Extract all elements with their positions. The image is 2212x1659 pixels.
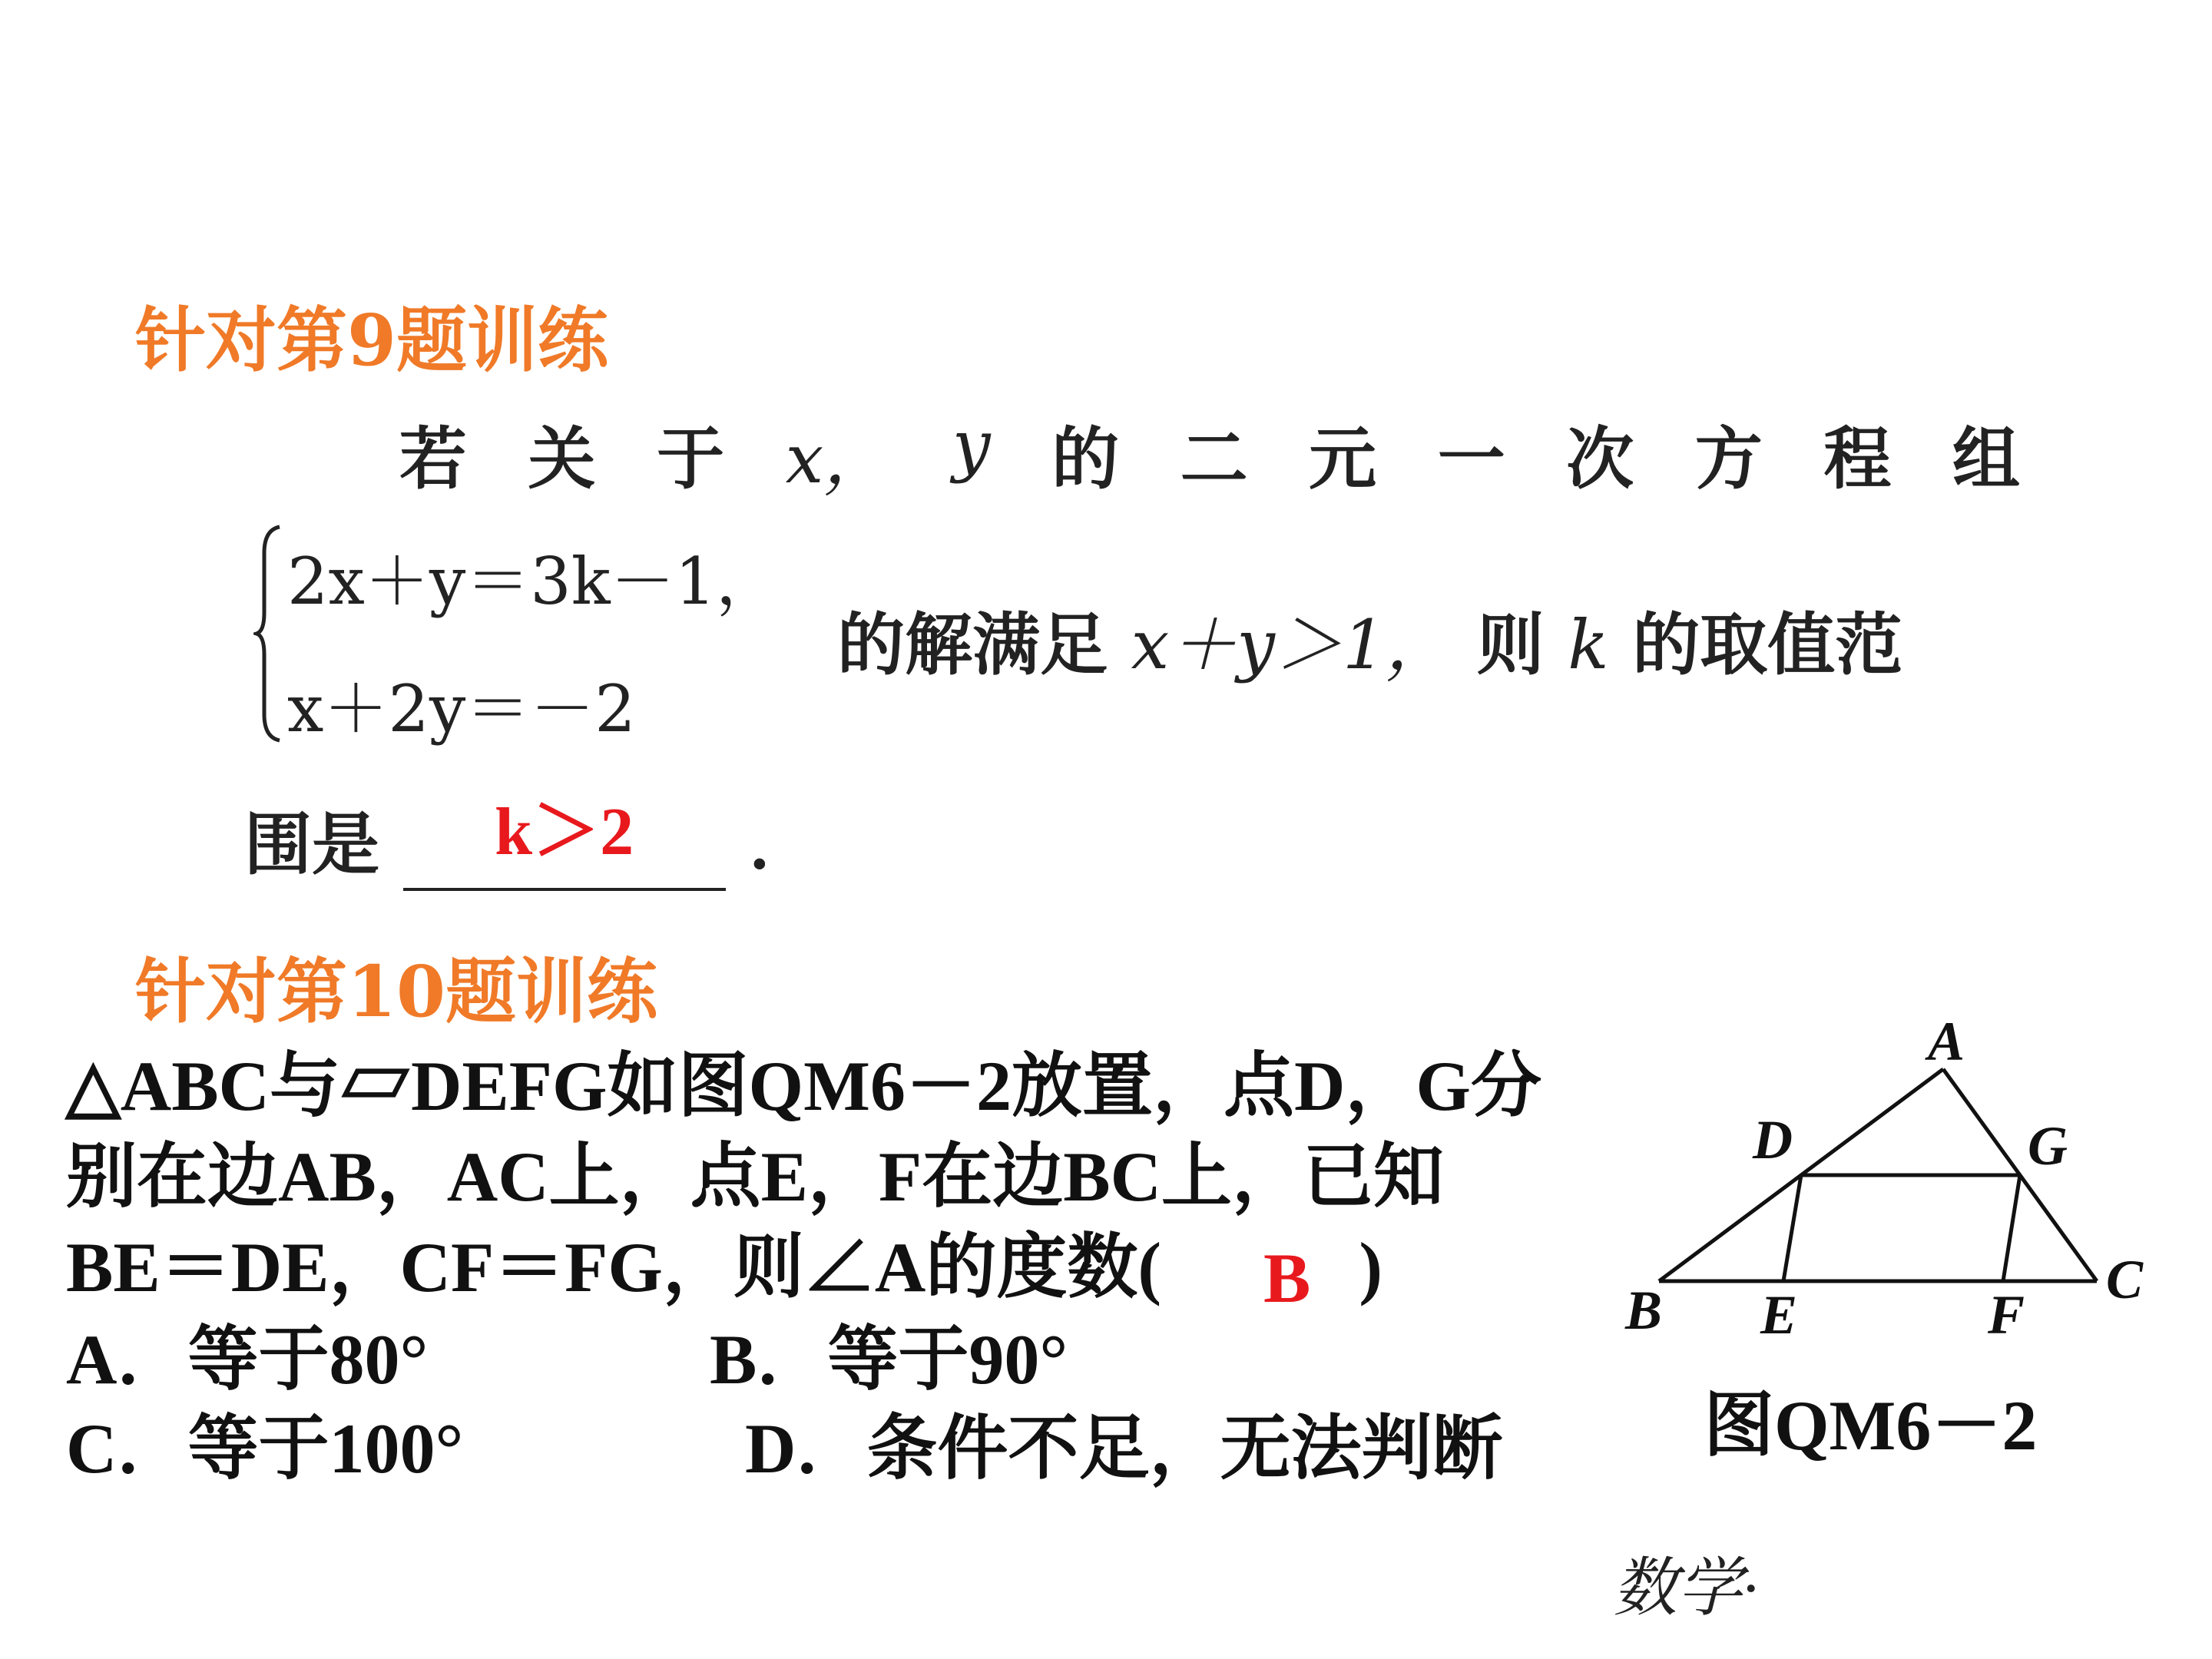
q9-line1-char: 关: [528, 419, 596, 498]
label-a: A: [1928, 1014, 1965, 1072]
q9-line1-char: 的: [1051, 419, 1120, 498]
q10-line3-text: BE＝DE，CF＝FG，则∠A的度数(: [66, 1228, 1161, 1306]
figure-caption: 图QM6－2: [1704, 1386, 2038, 1465]
q9-line1-char: 次: [1566, 419, 1634, 498]
label-f: F: [1988, 1284, 2025, 1346]
q9-line1-char: 组: [1952, 419, 2020, 498]
q9-line1-char: 元: [1309, 419, 1377, 498]
q9-condition: [837, 591, 1902, 688]
q9-line1-char: 一: [1437, 419, 1505, 498]
option-d[interactable]: D．条件不足，无法判断: [745, 1409, 1503, 1488]
q9-line1-char: x，: [785, 419, 892, 498]
equation-2: x＋2y＝－2: [287, 671, 636, 747]
q9-cond-k: k: [1568, 605, 1609, 684]
q10-answer: B: [1263, 1239, 1311, 1317]
q9-line1-char: y: [952, 406, 991, 485]
q9-cond-text1: 的解满足: [837, 605, 1108, 684]
q9-line1-char: 若: [399, 419, 468, 498]
q9-line1-char: 于: [657, 419, 725, 498]
segment-de: [1783, 1175, 1801, 1281]
section9-heading: 针对第9题训练: [135, 299, 609, 382]
option-a[interactable]: A．等于80°: [66, 1320, 429, 1399]
equation-system: [253, 522, 853, 745]
q9-line1: [399, 406, 2020, 502]
q9-answer: k＞2: [495, 795, 634, 869]
option-b[interactable]: B．等于90°: [710, 1320, 1068, 1399]
footer-subject: 数学·: [1613, 1553, 1759, 1624]
q9-line3-prefix: 围是: [244, 805, 380, 884]
q10-line2: 别在边AB，AC上，点E，F在边BC上，已知: [66, 1137, 1445, 1216]
label-d: D: [1753, 1109, 1793, 1171]
label-c: C: [2106, 1249, 2144, 1310]
q9-cond-math: x＋y＞1，: [1131, 605, 1453, 684]
q9-line1-char: 方: [1694, 419, 1763, 498]
q9-cond-text3: 的取值范: [1632, 605, 1903, 684]
label-b: B: [1625, 1280, 1663, 1341]
q9-line3-suffix: ．: [749, 805, 817, 884]
q10-line3: [66, 1210, 1383, 1317]
left-brace-icon: [253, 522, 284, 745]
q9-line1-char: 二: [1180, 419, 1248, 498]
segment-gf: [2003, 1175, 2020, 1281]
section10-heading: 针对第10题训练: [135, 950, 658, 1033]
q10-line1: △ABC与▱DEFG如图QM6－2放置，点D，G分: [66, 1047, 1541, 1125]
q9-line3: [244, 791, 816, 891]
q9-cond-text2: 则: [1476, 605, 1545, 684]
equation-1: 2x＋y＝3k－1，: [287, 544, 781, 619]
answer-blank: [403, 791, 726, 891]
q10-line3-close: ): [1359, 1228, 1383, 1306]
geometry-figure: [1613, 1014, 2181, 1352]
q9-line1-char: 程: [1823, 419, 1892, 498]
label-g: G: [2028, 1115, 2068, 1177]
option-c[interactable]: C．等于100°: [66, 1409, 464, 1488]
label-e: E: [1760, 1284, 1798, 1346]
